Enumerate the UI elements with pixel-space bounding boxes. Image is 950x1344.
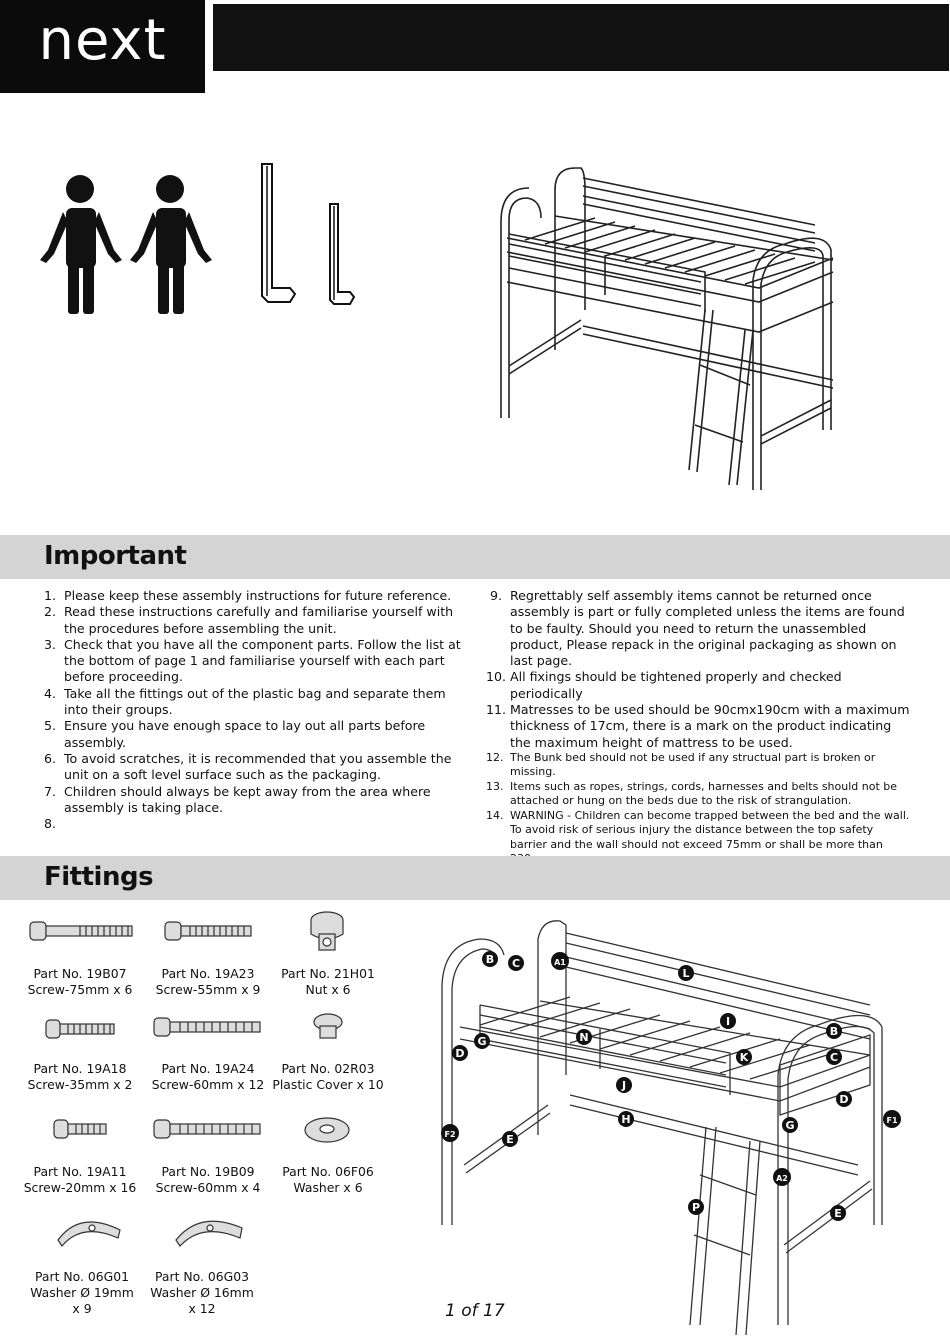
svg-text:I: I bbox=[725, 1015, 731, 1028]
callout-a1 bbox=[551, 952, 569, 970]
screw-icon bbox=[30, 922, 132, 940]
list-item: 9. Regrettably self assembly items cannot be returned once assembly is part or fully completed unless the items are found to be faulty. Should you need to return the unassembled product, Please repack in the original packaging as shown on last page. bbox=[489, 588, 905, 669]
fitting-21h01: Part No. 21H01 Nut x 6 bbox=[281, 966, 375, 997]
list-item: 4. Take all the fittings out of the plastic bag and separate them into their groups. bbox=[43, 685, 446, 718]
svg-text:A1: A1 bbox=[554, 958, 566, 967]
callout-e bbox=[502, 1131, 518, 1147]
important-section-bar bbox=[0, 535, 950, 579]
bed-illustration bbox=[495, 160, 845, 495]
screw-icon bbox=[165, 922, 251, 940]
svg-text:A2: A2 bbox=[776, 1174, 788, 1183]
brand-logo: next bbox=[38, 8, 167, 73]
callout-g bbox=[474, 1033, 490, 1049]
important-list-right bbox=[486, 588, 910, 881]
list-item: 3. Check that you have all the component parts. Follow the list at the bottom of page 1 and familiarise yourself with each part before proceeding. bbox=[43, 636, 461, 685]
list-item: 5. Ensure you have enough space to lay out all parts before assembly. bbox=[43, 718, 426, 750]
svg-text:G: G bbox=[477, 1035, 487, 1048]
page-number: 1 of 17 bbox=[445, 1301, 505, 1321]
fitting-19b09: Part No. 19B09 Screw-60mm x 4 bbox=[155, 1164, 261, 1195]
svg-text:N: N bbox=[579, 1031, 589, 1044]
screw-icon bbox=[154, 1120, 260, 1138]
svg-text:P: P bbox=[691, 1201, 701, 1214]
screw-icon bbox=[154, 1018, 260, 1036]
svg-text:L: L bbox=[682, 967, 690, 980]
callout-c bbox=[508, 955, 524, 971]
svg-text:H: H bbox=[621, 1113, 631, 1126]
fitting-19a24: Part No. 19A24 Screw-60mm x 12 bbox=[151, 1061, 265, 1092]
diagram-callouts bbox=[430, 915, 910, 1335]
fittings-section-bar bbox=[0, 856, 950, 900]
fitting-19a11: Part No. 19A11 Screw-20mm x 16 bbox=[23, 1164, 137, 1195]
callout-a2 bbox=[773, 1168, 791, 1186]
svg-text:D: D bbox=[455, 1047, 465, 1060]
fitting-02r03: Part No. 02R03 Plastic Cover x 10 bbox=[272, 1061, 384, 1092]
callout-i bbox=[720, 1013, 736, 1029]
list-item: 6. To avoid scratches, it is recommended that you assemble the unit on a soft level surface such as the packaging. bbox=[43, 750, 452, 783]
callout-k bbox=[736, 1049, 752, 1065]
svg-text:C: C bbox=[829, 1051, 839, 1064]
svg-text:B: B bbox=[485, 953, 495, 966]
svg-text:J: J bbox=[621, 1079, 627, 1092]
svg-text:E: E bbox=[506, 1133, 514, 1146]
list-item: 13. Items such as ropes, strings, cords, harnesses and belts should not be attached or hung on the beds due to the risk of strangulation. bbox=[486, 779, 898, 808]
screw-icon bbox=[54, 1120, 106, 1138]
list-item: 14. WARNING - Children can become trapped between the bed and the wall. To avoid risk of serious injury the distance between the top safety barrier and the wall should not exceed 75mm or shall be more than bbox=[486, 808, 910, 851]
svg-text:K: K bbox=[739, 1051, 749, 1064]
callout-h bbox=[618, 1111, 634, 1127]
header-bar bbox=[213, 4, 949, 71]
curved-washer-icon bbox=[176, 1221, 242, 1246]
callout-c bbox=[826, 1049, 842, 1065]
fitting-19a18: Part No. 19A18 Screw-35mm x 2 bbox=[27, 1061, 133, 1092]
callout-e bbox=[830, 1205, 846, 1221]
fitting-06f06: Part No. 06F06 Washer x 6 bbox=[282, 1164, 374, 1195]
fitting-19b07: Part No. 19B07 Screw-75mm x 6 bbox=[27, 966, 133, 997]
svg-text:D: D bbox=[839, 1093, 849, 1106]
list-item: 12. The Bunk bed should not be used if any structual part is broken or missing. bbox=[486, 750, 876, 779]
callout-d bbox=[836, 1091, 852, 1107]
nut-icon bbox=[311, 912, 343, 950]
list-item: 2. Read these instructions carefully and familiarise yourself with the procedures before assembling the unit. bbox=[43, 604, 454, 636]
fitting-06g01: Part No. 06G01 Washer Ø 19mm x 9 bbox=[30, 1269, 134, 1316]
washer-icon bbox=[305, 1118, 349, 1142]
callout-f1 bbox=[883, 1110, 901, 1128]
svg-text:F2: F2 bbox=[444, 1130, 456, 1139]
fitting-19a23: Part No. 19A23 Screw-55mm x 9 bbox=[155, 966, 261, 997]
list-item: 7. Children should always be kept away from the area where assembly is taking place. bbox=[43, 783, 431, 815]
important-list-left: 1. Please keep these assembly instructions for future reference. 2. Read these instructions carefully and familiarise yourself with the procedures before assembling the unit. 3. Check that you have all the component parts. Follow the list at the bottom of page 1 and familiarise yourself with each part before proceeding. 4. Take all the fittings out of the plastic bag and separate them into their groups. 5. Ensure you have enough space to lay out all parts before assembly. 6. To avoid scratches, it is recommended that you assemble the unit on a soft level surface such as the packaging. 7. Children should always be kept away from the area where assembly is taking place. 8. bbox=[44, 588, 464, 816]
allen-key-icon bbox=[250, 160, 370, 320]
callout-p bbox=[688, 1199, 704, 1215]
callout-b bbox=[826, 1023, 842, 1039]
curved-washer-icon bbox=[58, 1222, 120, 1246]
fitting-06g03: Part No. 06G03 Washer Ø 16mm x 12 bbox=[150, 1269, 254, 1316]
list-item: 10. All fixings should be tightened properly and checked periodically bbox=[486, 669, 842, 701]
svg-text:B: B bbox=[829, 1025, 839, 1038]
callout-l bbox=[678, 965, 694, 981]
svg-text:C: C bbox=[511, 957, 521, 970]
list-item: 1. Please keep these assembly instructions for future reference. bbox=[43, 588, 452, 603]
fittings-title: Fittings bbox=[44, 862, 154, 892]
callout-g bbox=[782, 1117, 798, 1133]
callout-b bbox=[482, 951, 498, 967]
plastic-cover-icon bbox=[314, 1014, 342, 1038]
svg-text:F1: F1 bbox=[886, 1116, 898, 1125]
callout-d bbox=[452, 1045, 468, 1061]
callout-f2 bbox=[441, 1124, 459, 1142]
callout-n bbox=[576, 1029, 592, 1045]
callout-j bbox=[616, 1077, 632, 1093]
screw-icon bbox=[46, 1020, 114, 1038]
logo-box bbox=[0, 0, 205, 93]
list-item: 11. Matresses to be used should be 90cmx190cm with a maximum thickness of 17cm, there is a mark on the product indicating the maximum height of mattress to be used. bbox=[486, 702, 910, 750]
svg-text:G: G bbox=[785, 1119, 795, 1132]
svg-text:E: E bbox=[834, 1207, 842, 1220]
important-title: Important bbox=[44, 541, 187, 571]
